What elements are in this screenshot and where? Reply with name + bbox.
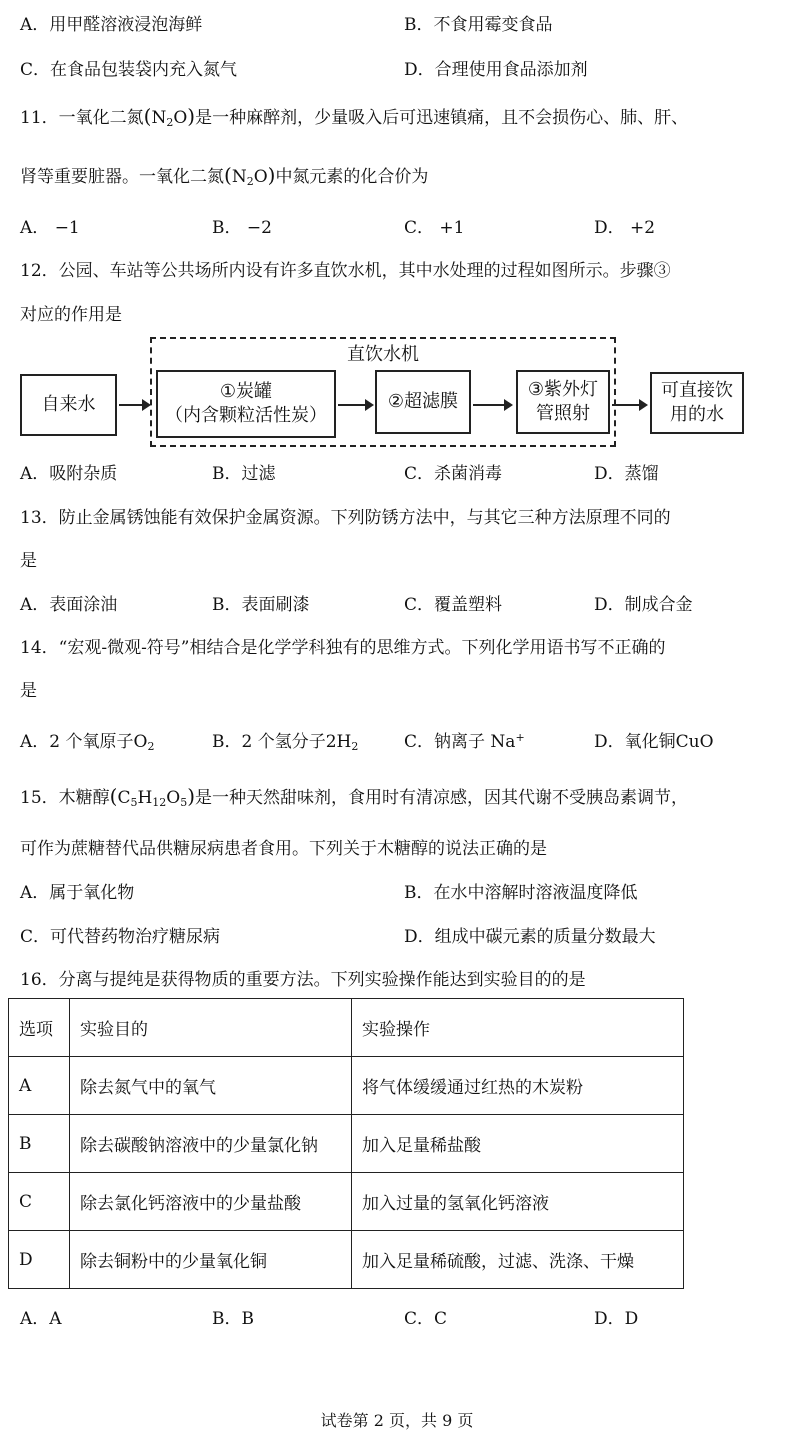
q14-option-a: A．2 个氧原子$O_2$ xyxy=(20,732,155,753)
q12-stem-line2: 对应的作用是 xyxy=(20,305,122,325)
q11-option-b: B． −2 xyxy=(212,218,272,238)
q15-stem-line1: 15．木糖醇$(C_5H_{12}O_5)$是一种天然甜味剂，食用时有清凉感，因其代谢不受胰岛素调节， xyxy=(20,784,689,809)
box-step3: ③紫外灯 管照射 xyxy=(516,370,610,434)
q15-option-d: D．组成中碳元素的质量分数最大 xyxy=(404,927,656,947)
q13-stem-line2: 是 xyxy=(20,551,37,571)
q12-option-a: A．吸附杂质 xyxy=(20,464,118,484)
table-header-row xyxy=(9,999,684,1057)
q10-option-d: D．合理使用食品添加剂 xyxy=(404,60,588,80)
q14-option-b: B．2 个氢分子$2H_2$ xyxy=(212,732,359,753)
q11-option-d: D． +2 xyxy=(594,218,656,238)
table-cell: C xyxy=(9,1173,70,1231)
table-header-cell: 选项 xyxy=(9,999,70,1057)
table-row xyxy=(9,1173,684,1231)
page-footer: 试卷第 2 页，共 9 页 xyxy=(320,1411,474,1430)
q13-option-d: D．制成合金 xyxy=(594,595,693,615)
q16-option-d: D．D xyxy=(594,1309,639,1329)
q10-option-b: B．不食用霉变食品 xyxy=(404,15,553,35)
table-cell: 除去氯化钙溶液中的少量盐酸 xyxy=(70,1173,352,1231)
q11-stem-line2: 肾等重要脏器。一氧化二氮$(N_2O)$中氮元素的化合价为 xyxy=(20,163,429,188)
table-cell: 加入足量稀盐酸 xyxy=(352,1115,684,1173)
q14-option-c: C．钠离子 Na+ xyxy=(404,731,525,752)
q13-option-b: B．表面刷漆 xyxy=(212,595,310,615)
q16-option-c: C．C xyxy=(404,1309,448,1329)
arrow-4 xyxy=(612,404,646,406)
q15-option-b: B．在水中溶解时溶液温度降低 xyxy=(404,883,638,903)
q13-option-a: A．表面涂油 xyxy=(20,595,118,615)
q13-option-c: C．覆盖塑料 xyxy=(404,595,503,615)
q10-option-a: A．用甲醛溶液浸泡海鲜 xyxy=(20,15,203,35)
q16-option-b: B．B xyxy=(212,1309,254,1329)
q15-stem-line2: 可作为蔗糖替代品供糖尿病患者食用。下列关于木糖醇的说法正确的是 xyxy=(20,839,547,859)
table-header-cell: 实验操作 xyxy=(352,999,684,1057)
box-step1: ①炭罐 （内含颗粒活性炭） xyxy=(156,370,336,438)
table-row xyxy=(9,1231,684,1289)
q12-option-c: C．杀菌消毒 xyxy=(404,464,503,484)
q14-stem-line2: 是 xyxy=(20,681,37,701)
table-cell: 除去氮气中的氧气 xyxy=(70,1057,352,1115)
q14-option-d: D．氧化铜CuO xyxy=(594,732,714,752)
table-cell: 除去碳酸钠溶液中的少量氯化钠 xyxy=(70,1115,352,1173)
table-row xyxy=(9,1115,684,1173)
q10-option-c: C．在食品包装袋内充入氮气 xyxy=(20,60,238,80)
table-cell: 加入足量稀硫酸，过滤、洗涤、干燥 xyxy=(352,1231,684,1289)
table-cell: 加入过量的氢氧化钙溶液 xyxy=(352,1173,684,1231)
q12-option-b: B．过滤 xyxy=(212,464,276,484)
q12-stem-line1: 12．公园、车站等公共场所内设有许多直饮水机，其中水处理的过程如图所示。步骤③ xyxy=(20,261,671,281)
table-row xyxy=(9,1057,684,1115)
q15-option-c: C．可代替药物治疗糖尿病 xyxy=(20,927,221,947)
q11-option-a: A． −1 xyxy=(20,218,80,238)
q11-option-c: C． +1 xyxy=(404,218,465,238)
q16-stem: 16．分离与提纯是获得物质的重要方法。下列实验操作能达到实验目的的是 xyxy=(20,970,586,990)
arrow-3 xyxy=(473,404,511,406)
q16-table xyxy=(8,998,684,1289)
table-cell: 除去铜粉中的少量氧化铜 xyxy=(70,1231,352,1289)
box-result: 可直接饮 用的水 xyxy=(650,372,744,434)
table-cell: D xyxy=(9,1231,70,1289)
arrow-1 xyxy=(119,404,149,406)
table-header-cell: 实验目的 xyxy=(70,999,352,1057)
diagram-title: 直饮水机 xyxy=(347,344,419,365)
q16-option-a: A．A xyxy=(20,1309,62,1329)
q13-stem-line1: 13．防止金属锈蚀能有效保护金属资源。下列防锈方法中，与其它三种方法原理不同的 xyxy=(20,508,671,528)
q11-stem-line1: 11．一氧化二氮$(N_2O)$是一种麻醉剂，少量吸入后可迅速镇痛，且不会损伤心、肺、肝、 xyxy=(20,104,689,129)
table-cell: 将气体缓缓通过红热的木炭粉 xyxy=(352,1057,684,1115)
q15-option-a: A．属于氧化物 xyxy=(20,883,135,903)
q14-stem-line1: 14．“宏观-微观-符号”相结合是化学学科独有的思维方式。下列化学用语书写不正确的 xyxy=(20,638,666,658)
table-cell: A xyxy=(9,1057,70,1115)
q12-option-d: D．蒸馏 xyxy=(594,464,659,484)
box-source: 自来水 xyxy=(20,374,117,436)
box-step2: ②超滤膜 xyxy=(375,370,471,434)
arrow-2 xyxy=(338,404,372,406)
table-cell: B xyxy=(9,1115,70,1173)
